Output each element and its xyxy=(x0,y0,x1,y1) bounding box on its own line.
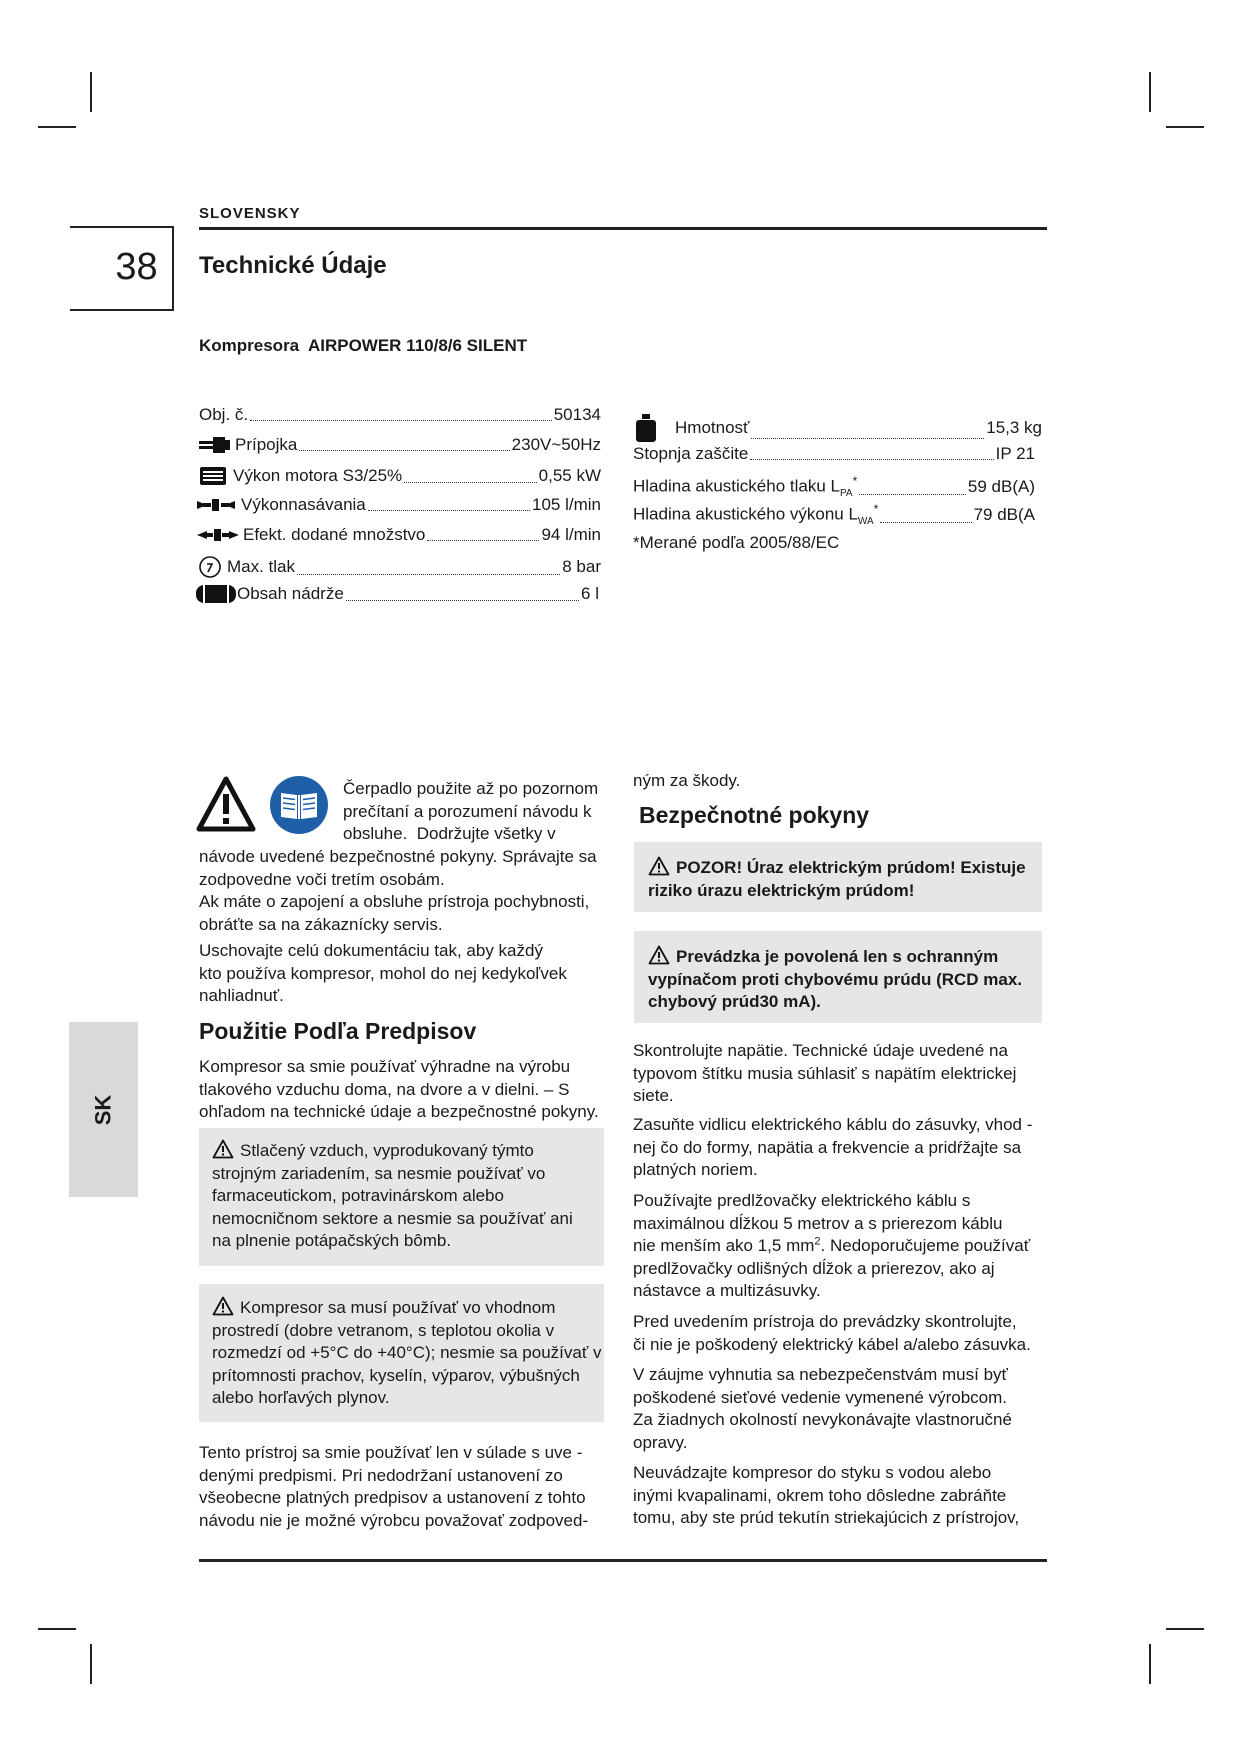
extension-text: Používajte predlžovačky elektrického káblu s maximálnou dĺžkou 5 metrov a s prierezom káblu nie menším ako 1,5 $mm^2$. Nedoporučujeme používať predlžovačky odlišných dĺžok a prierezov, ako aj nástavce a multizásuvky. xyxy=(633,1191,1031,1301)
plug-icon xyxy=(197,435,231,455)
closing-text: Tento prístroj sa smie používať len v súlade s uve - denými predpismi. Pri nedodržaní ustanovení zo všeobecne platných predpisov a ustanovení z tohto návodu nie je možné výrobcu považovať zodpoved- xyxy=(199,1443,589,1530)
continued-text: ným za škody. xyxy=(633,771,741,790)
warning-box-electric xyxy=(634,842,1042,912)
spec-row: Obj. č. 50134 xyxy=(199,405,601,424)
language-tab-label: SK xyxy=(90,1094,116,1125)
warning-text: POZOR! Úraz elektrickým prúdom! Existuje riziko úrazu elektrickým prúdom! xyxy=(648,858,1026,900)
warning-box xyxy=(199,1128,604,1266)
weight-icon xyxy=(633,413,659,443)
warning-text: Prevádzka je povolená len s ochranným vypínačom proti chybovému prúdu (RCD max. chybový prúd30 mA). xyxy=(648,947,1023,1012)
spec-row: Efekt. dodané množstvo 94 l/min xyxy=(197,525,601,545)
spec-row: Hladina akustického tlaku $L_{PA}^*$ 59 dB(A) xyxy=(633,474,1035,500)
product-subtitle: Kompresora AIRPOWER 110/8/6 SILENT xyxy=(199,336,528,355)
crop-mark xyxy=(1149,1644,1151,1684)
warning-text: Kompresor sa musí používať vo vhodnom prostredí (dobre vetranom, s teplotou okolia v rozmedzí od +5°C do +40°C); nesmie sa používať v prítomnosti prachov, kyselín, výparov, výbušných alebo horľavých plynov. xyxy=(212,1298,602,1408)
spec-row: Max. tlak 8 bar xyxy=(197,555,601,579)
page-number: 38 xyxy=(115,246,158,288)
tank-icon xyxy=(195,583,237,605)
spec-note: *Merané podľa 2005/88/EC xyxy=(633,533,840,552)
warning-icon xyxy=(648,945,670,965)
crop-mark xyxy=(1149,72,1151,112)
warning-icon xyxy=(648,856,670,876)
warning-box-rcd xyxy=(634,931,1042,1023)
spec-row: Stopnja zaščite IP 21 xyxy=(633,444,1035,463)
water-text: Neuvádzajte kompresor do styku s vodou alebo inými kvapalinami, okrem toho dôsledne zabráňte tomu, aby ste prúd tekutín striekajúcich z prístrojov, xyxy=(633,1463,1020,1528)
usage-heading: Použitie Podľa Predpisov xyxy=(199,1018,477,1044)
spec-row: Obsah nádrže 6 l xyxy=(195,583,599,605)
voltage-text: Skontrolujte napätie. Technické údaje uvedené na typovom štítku musia súhlasiť s napätím elektrickej siete. xyxy=(633,1041,1017,1106)
warning-icon xyxy=(212,1296,234,1316)
crop-mark xyxy=(1166,126,1204,128)
crop-mark xyxy=(1166,1628,1204,1630)
top-rule xyxy=(199,227,1047,230)
plug-text: Zasuňte vidlicu elektrického káblu do zásuvky, vhod - nej čo do formy, napätia a frekvencie a pridŕžajte sa platných noriem. xyxy=(633,1115,1033,1180)
bottom-rule xyxy=(199,1559,1047,1562)
intro-text: Čerpadlo použite až po pozornom prečítaní a porozumení návodu k obsluhe. Dodržujte všetky v xyxy=(343,779,599,844)
intro-text-continued: návode uvedené bezpečnostné pokyny. Správajte sa zodpovedne voči tretím osobám. Ak máte o zapojení a obsluhe prístroja pochybnosti, obráťte sa na zákaznícky servis. xyxy=(199,847,597,934)
check-text: Pred uvedením prístroja do prevádzky skontrolujte, či nie je poškodený elektrický kábel a/alebo zásuvka. xyxy=(633,1312,1031,1354)
crop-mark xyxy=(38,1628,76,1630)
warning-icon xyxy=(212,1139,234,1159)
crop-mark xyxy=(38,126,76,128)
spec-row: Prípojka 230V~50Hz xyxy=(197,435,601,455)
crop-mark xyxy=(90,72,92,112)
warning-text: Stlačený vzduch, vyprodukovaný týmto strojným zariadením, sa nesmie používať vo farmaceutickom, potravinárskom alebo nemocničnom sektore a nesmie sa používať ani na plnenie potápačských bômb. xyxy=(212,1141,573,1251)
damage-text: V záujme vyhnutia sa nebezpečenstvám musí byť poškodené sieťové vedenie vymenené výrobcom. Za žiadnych okolností nevykonávajte vlastnoručné opravy. xyxy=(633,1365,1012,1452)
spec-row: Výkon motora S3/25% 0,55 kW xyxy=(197,465,601,487)
gauge-icon xyxy=(197,555,223,579)
keep-docs-text: Uschovajte celú dokumentáciu tak, aby každý kto používa kompresor, mohol do nej kedykoľvek nahliadnuť. xyxy=(199,941,567,1006)
spec-row: Výkonnasávania 105 l/min xyxy=(197,495,601,515)
intake-icon xyxy=(197,498,237,512)
spec-row: Hmotnosť 15,3 kg xyxy=(633,413,1042,443)
crop-mark xyxy=(90,1644,92,1684)
motor-icon xyxy=(197,465,229,487)
usage-text: Kompresor sa smie používať výhradne na výrobu tlakového vzduchu doma, na dvore a v dielni. – S ohľadom na technické údaje a bezpečnostné pokyny. xyxy=(199,1057,599,1122)
read-manual-icon xyxy=(269,775,329,835)
output-icon xyxy=(197,528,239,542)
page-title: Technické Údaje xyxy=(199,252,387,279)
warning-box xyxy=(199,1284,604,1422)
safety-heading: Bezpečnotné pokyny xyxy=(639,802,870,828)
warning-triangle-icon xyxy=(196,776,256,832)
spec-row: Hladina akustického výkonu $L_{WA}^*$ 79 dB(A xyxy=(633,502,1035,528)
language-label: SLOVENSKY xyxy=(199,205,301,222)
